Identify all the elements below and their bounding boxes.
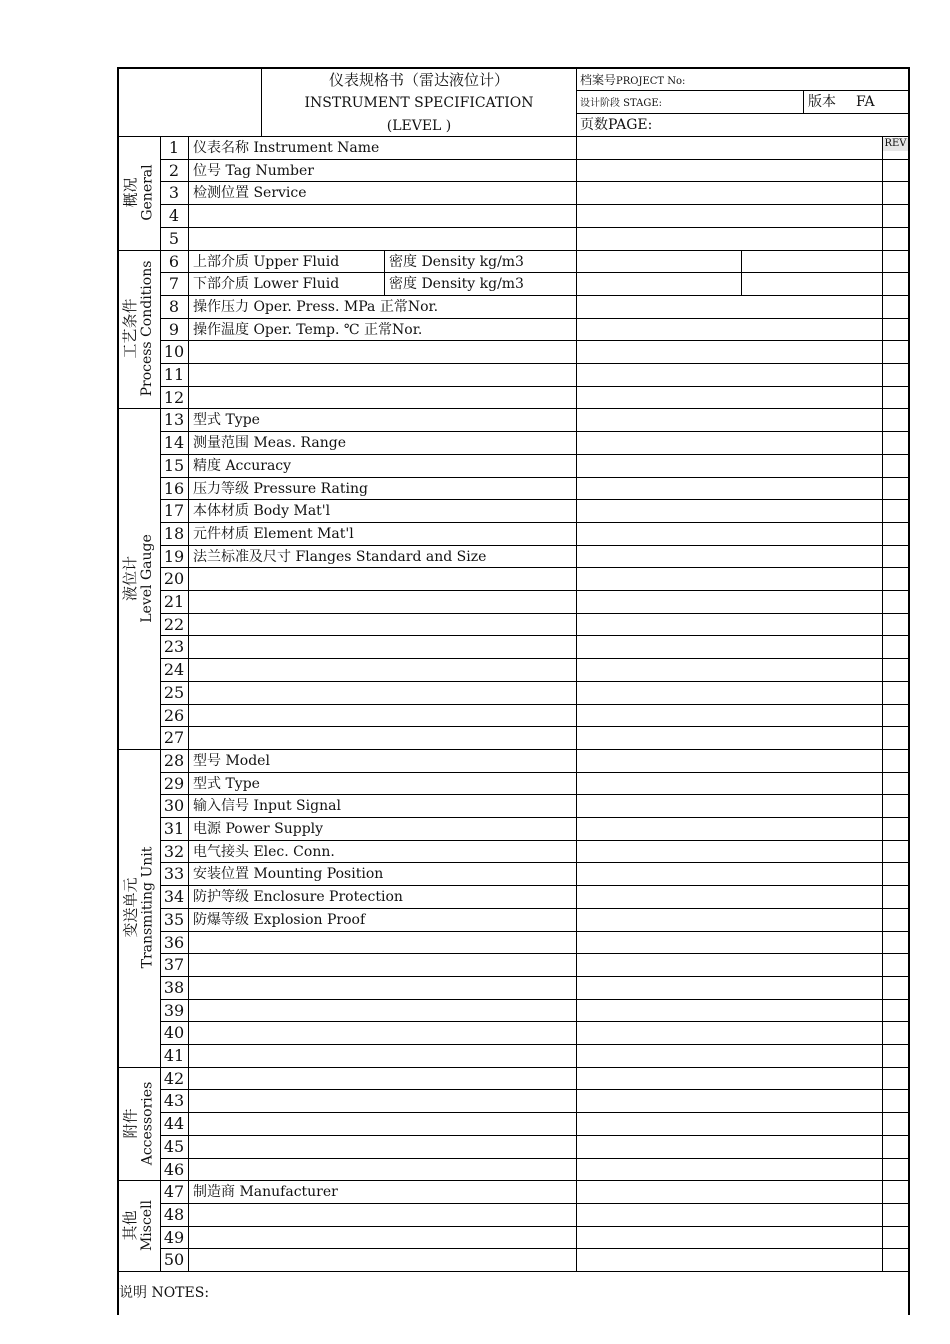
row-label: 防爆等级 Explosion Proof — [193, 912, 366, 928]
row-number: 8 — [168, 297, 180, 316]
row-number: 37 — [163, 955, 185, 974]
frame-top — [117, 67, 909, 69]
row-number: 23 — [163, 637, 185, 656]
row-number: 40 — [163, 1023, 185, 1042]
project-label-en: PROJECT No: — [616, 76, 686, 87]
section-label-en: Miscell — [138, 1200, 155, 1252]
row-number: 6 — [168, 252, 180, 271]
row-number: 7 — [168, 274, 180, 293]
section-label — [117, 408, 160, 749]
row-line — [160, 817, 909, 818]
row-number: 10 — [163, 342, 185, 361]
row-line — [160, 613, 909, 614]
section-label-en: Process Conditions — [138, 261, 155, 397]
section-label — [117, 1067, 160, 1181]
version-value: FA — [856, 94, 875, 110]
project-label-cn: 档案号 — [580, 73, 617, 87]
row-number: 4 — [168, 206, 180, 225]
section-label-cn: 概况 — [120, 177, 139, 208]
section-line — [117, 408, 909, 409]
section-label — [117, 249, 160, 408]
row-number: 12 — [163, 388, 185, 407]
row-number: 35 — [163, 910, 185, 929]
section-label-cn: 其他 — [120, 1210, 139, 1241]
row-line — [160, 454, 909, 455]
row-label: 输入信号 Input Signal — [193, 798, 341, 814]
row-label: 制造商 Manufacturer — [193, 1184, 338, 1200]
row-number: 29 — [163, 774, 185, 793]
row-number: 3 — [168, 183, 180, 202]
stage-label: 设计阶段 STAGE: — [580, 98, 663, 109]
row-label: 法兰标准及尺寸 Flanges Standard and Size — [193, 549, 487, 565]
row-line — [160, 953, 909, 954]
row-line — [160, 1021, 909, 1022]
row-label: 仪表名称 Instrument Name — [193, 140, 380, 156]
row-label: 下部介质 Lower Fluid — [193, 276, 340, 292]
row-number: 22 — [163, 615, 185, 634]
row-label: 精度 Accuracy — [193, 458, 292, 474]
row-number: 9 — [168, 320, 180, 339]
version-label: 版本 — [808, 94, 836, 110]
row-line — [160, 340, 909, 341]
row-line — [160, 567, 909, 568]
row-sub-label: 密度 Density kg/m3 — [389, 254, 524, 270]
row-label: 检测位置 Service — [193, 185, 307, 201]
row-number: 49 — [163, 1228, 185, 1247]
row-number: 2 — [168, 161, 180, 180]
project-label — [580, 73, 685, 89]
row-line — [160, 840, 909, 841]
row-line — [160, 1089, 909, 1090]
row-line — [160, 1248, 909, 1249]
row-line — [160, 204, 909, 205]
row-line — [160, 999, 909, 1000]
sub-col-line — [741, 250, 742, 273]
section-line — [117, 1180, 909, 1181]
row-number: 27 — [163, 728, 185, 747]
section-label-en: Transmiting Unit — [138, 846, 155, 969]
row-line — [160, 363, 909, 364]
row-line — [160, 681, 909, 682]
row-line — [160, 590, 909, 591]
row-line — [160, 181, 909, 182]
row-number: 42 — [163, 1069, 185, 1088]
row-line — [160, 931, 909, 932]
row-line — [160, 1044, 909, 1045]
section-line — [117, 250, 909, 251]
row-label: 安装位置 Mounting Position — [193, 866, 384, 882]
row-line — [160, 386, 909, 387]
row-label: 位号 Tag Number — [193, 163, 314, 179]
row-line — [160, 477, 909, 478]
row-label: 元件材质 Element Mat'l — [193, 526, 354, 542]
row-line — [160, 522, 909, 523]
header-divider — [261, 67, 262, 136]
row-number: 1 — [168, 138, 180, 157]
row-number: 31 — [163, 819, 185, 838]
page-label: 页数PAGE: — [580, 117, 653, 133]
row-line — [160, 1158, 909, 1159]
row-label: 压力等级 Pressure Rating — [193, 481, 368, 497]
row-number: 18 — [163, 524, 185, 543]
row-number: 50 — [163, 1250, 185, 1269]
row-line — [160, 794, 909, 795]
row-line — [160, 499, 909, 500]
row-number: 20 — [163, 569, 185, 588]
row-number: 47 — [163, 1182, 185, 1201]
row-line — [160, 227, 909, 228]
row-number: 5 — [168, 229, 180, 248]
row-sub-label: 密度 Density kg/m3 — [389, 276, 524, 292]
row-line — [160, 431, 909, 432]
row-line — [160, 1135, 909, 1136]
row-number: 11 — [163, 365, 185, 384]
row-line — [160, 1226, 909, 1227]
frame-right — [908, 67, 910, 1315]
section-label-en: Level Gauge — [138, 534, 155, 623]
section-label-cn: 工艺条件 — [120, 298, 139, 359]
section-label-en: Accessories — [138, 1081, 155, 1166]
row-line — [160, 862, 909, 863]
row-line — [160, 545, 909, 546]
row-label: 型号 Model — [193, 753, 270, 769]
row-number: 39 — [163, 1001, 185, 1020]
notes-label: 说明 NOTES: — [119, 1285, 210, 1301]
sub-col-line — [384, 250, 385, 273]
row-line — [160, 159, 909, 160]
row-line — [160, 658, 909, 659]
row-label: 电源 Power Supply — [193, 821, 324, 837]
header-divider — [576, 67, 577, 136]
row-line — [160, 704, 909, 705]
section-label — [117, 1180, 160, 1271]
row-number: 28 — [163, 751, 185, 770]
row-number: 26 — [163, 706, 185, 725]
row-number: 14 — [163, 433, 185, 452]
row-number: 24 — [163, 660, 185, 679]
sub-col-line — [384, 272, 385, 295]
row-number: 44 — [163, 1114, 185, 1133]
section-label-cn: 附件 — [120, 1108, 139, 1139]
row-number: 21 — [163, 592, 185, 611]
row-number: 36 — [163, 933, 185, 952]
row-line — [160, 272, 909, 273]
row-number: 15 — [163, 456, 185, 475]
row-line — [160, 295, 909, 296]
row-label: 操作温度 Oper. Temp. ℃ 正常Nor. — [193, 322, 423, 338]
row-line — [160, 1112, 909, 1113]
section-label — [117, 749, 160, 1067]
row-label: 型式 Type — [193, 776, 260, 792]
row-label: 电气接头 Elec. Conn. — [193, 844, 335, 860]
row-line — [160, 318, 909, 319]
section-label-cn: 变送单元 — [120, 877, 139, 938]
row-number: 30 — [163, 796, 185, 815]
row-number: 25 — [163, 683, 185, 702]
row-number: 48 — [163, 1205, 185, 1224]
title-sub: (LEVEL ) — [386, 118, 452, 134]
header-row-line — [576, 113, 909, 114]
section-label-cn: 液位计 — [120, 556, 139, 602]
row-number: 41 — [163, 1046, 185, 1065]
row-label: 防护等级 Enclosure Protection — [193, 889, 403, 905]
frame-bottom — [117, 1271, 909, 1272]
row-line — [160, 1203, 909, 1204]
row-number: 13 — [163, 410, 185, 429]
section-label — [117, 136, 160, 250]
row-label: 操作压力 Oper. Press. MPa 正常Nor. — [193, 299, 439, 315]
title-en: INSTRUMENT SPECIFICATION — [304, 95, 534, 111]
row-line — [160, 908, 909, 909]
row-number: 45 — [163, 1137, 185, 1156]
section-label-en: General — [138, 164, 155, 221]
section-line — [117, 749, 909, 750]
row-number: 43 — [163, 1091, 185, 1110]
row-number: 19 — [163, 547, 185, 566]
row-label: 测量范围 Meas. Range — [193, 435, 346, 451]
row-line — [160, 635, 909, 636]
row-number: 16 — [163, 479, 185, 498]
title-cn: 仪表规格书（雷达液位计） — [328, 71, 509, 89]
header-divider — [803, 90, 804, 113]
row-label: 本体材质 Body Mat'l — [193, 503, 331, 519]
row-label: 上部介质 Upper Fluid — [193, 254, 340, 270]
row-number: 38 — [163, 978, 185, 997]
section-line — [117, 1067, 909, 1068]
row-number: 33 — [163, 864, 185, 883]
header-row-line — [576, 90, 909, 91]
sub-col-line — [741, 272, 742, 295]
row-label: 型式 Type — [193, 412, 260, 428]
row-line — [160, 726, 909, 727]
row-number: 32 — [163, 842, 185, 861]
row-line — [160, 976, 909, 977]
row-number: 34 — [163, 887, 185, 906]
row-number: 17 — [163, 501, 185, 520]
header-bottom — [117, 136, 909, 137]
row-line — [160, 885, 909, 886]
row-number: 46 — [163, 1160, 185, 1179]
row-line — [160, 772, 909, 773]
rev-label: REV — [884, 138, 907, 149]
